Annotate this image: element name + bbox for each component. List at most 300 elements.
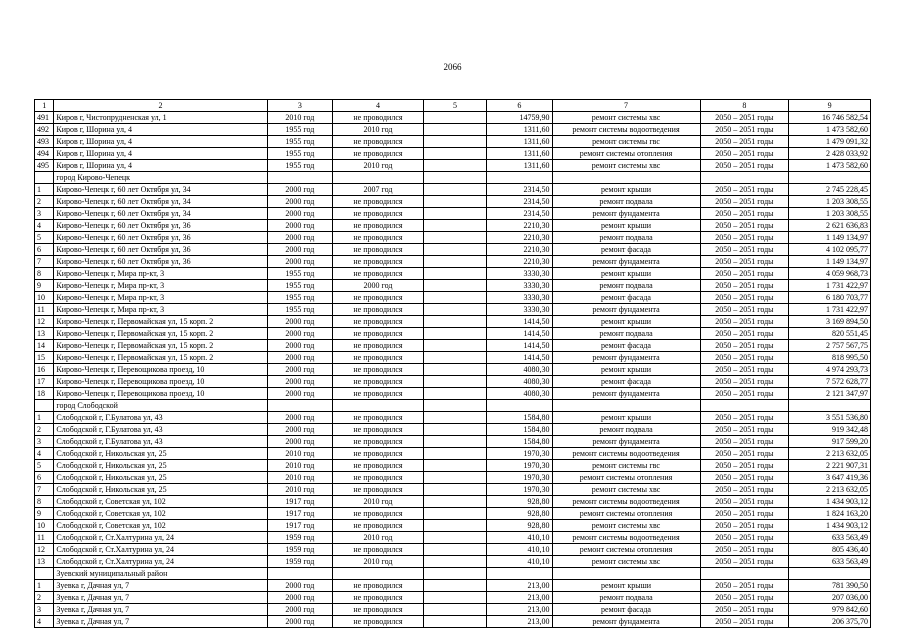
last-repair-cell: не проводился — [333, 616, 424, 628]
column-number: 3 — [267, 100, 332, 112]
empty-cell — [700, 172, 789, 184]
area-cell: 3330,30 — [487, 268, 552, 280]
work-type-cell: ремонт крыши — [552, 220, 700, 232]
area-cell: 1311,60 — [487, 136, 552, 148]
table-row — [35, 472, 871, 484]
period-cell: 2050 – 2051 годы — [700, 328, 789, 340]
work-type-cell: ремонт системы хвс — [552, 112, 700, 124]
year-built-cell: 1917 год — [267, 496, 332, 508]
row-number-cell: 8 — [35, 496, 54, 508]
last-repair-cell: не проводился — [333, 544, 424, 556]
work-type-cell: ремонт крыши — [552, 580, 700, 592]
cost-cell: 206 375,70 — [789, 616, 871, 628]
table-row — [35, 364, 871, 376]
row-number-cell: 9 — [35, 508, 54, 520]
last-repair-cell: не проводился — [333, 220, 424, 232]
column-number: 4 — [333, 100, 424, 112]
year-built-cell: 2000 год — [267, 196, 332, 208]
last-repair-cell: не проводился — [333, 460, 424, 472]
work-type-cell: ремонт системы хвс — [552, 160, 700, 172]
column-5-cell — [423, 520, 486, 532]
address-cell: Кирово-Чепецк г, 60 лет Октября ул, 36 — [54, 256, 267, 268]
table-row — [35, 412, 871, 424]
work-type-cell: ремонт системы хвс — [552, 556, 700, 568]
last-repair-cell: не проводился — [333, 328, 424, 340]
address-cell: Зуевка г, Дачная ул, 7 — [54, 604, 267, 616]
cost-cell: 1 149 134,97 — [789, 232, 871, 244]
year-built-cell: 2000 год — [267, 388, 332, 400]
year-built-cell: 1955 год — [267, 280, 332, 292]
last-repair-cell: 2007 год — [333, 184, 424, 196]
column-5-cell — [423, 112, 486, 124]
work-type-cell: ремонт системы водоотведения — [552, 532, 700, 544]
table-row — [35, 208, 871, 220]
year-built-cell: 2010 год — [267, 484, 332, 496]
area-cell: 4080,30 — [487, 388, 552, 400]
work-type-cell: ремонт подвала — [552, 196, 700, 208]
row-number-cell: 6 — [35, 472, 54, 484]
period-cell: 2050 – 2051 годы — [700, 544, 789, 556]
table-row — [35, 496, 871, 508]
row-number-cell: 11 — [35, 304, 54, 316]
area-cell: 2210,30 — [487, 244, 552, 256]
area-cell: 1584,80 — [487, 436, 552, 448]
year-built-cell: 2010 год — [267, 448, 332, 460]
cost-cell: 1 479 091,32 — [789, 136, 871, 148]
table-row — [35, 448, 871, 460]
work-type-cell: ремонт подвала — [552, 328, 700, 340]
address-cell: Кирово-Чепецк г, Первомайская ул, 15 корп. 2 — [54, 316, 267, 328]
cost-cell: 4 974 293,73 — [789, 364, 871, 376]
column-5-cell — [423, 580, 486, 592]
column-5-cell — [423, 256, 486, 268]
address-cell: Киров г, Чистопрудненская ул, 1 — [54, 112, 267, 124]
empty-cell — [333, 400, 424, 412]
empty-cell — [789, 172, 871, 184]
column-5-cell — [423, 484, 486, 496]
address-cell: Кирово-Чепецк г, Перевощикова проезд, 10 — [54, 388, 267, 400]
empty-cell — [333, 172, 424, 184]
year-built-cell: 2010 год — [267, 112, 332, 124]
area-cell: 1970,30 — [487, 472, 552, 484]
year-built-cell: 1955 год — [267, 148, 332, 160]
area-cell: 928,80 — [487, 520, 552, 532]
period-cell: 2050 – 2051 годы — [700, 616, 789, 628]
row-number-cell: 1 — [35, 412, 54, 424]
cost-cell: 207 036,00 — [789, 592, 871, 604]
address-cell: Киров г, Шорина ул, 4 — [54, 136, 267, 148]
page-number: 2066 — [443, 62, 462, 72]
cost-cell: 2 213 632,05 — [789, 448, 871, 460]
last-repair-cell: не проводился — [333, 340, 424, 352]
register-table — [34, 99, 871, 628]
period-cell: 2050 – 2051 годы — [700, 256, 789, 268]
column-5-cell — [423, 388, 486, 400]
year-built-cell: 1959 год — [267, 556, 332, 568]
last-repair-cell: не проводился — [333, 364, 424, 376]
address-cell: Кирово-Чепецк г, Первомайская ул, 15 корп. 2 — [54, 352, 267, 364]
work-type-cell: ремонт фундамента — [552, 304, 700, 316]
work-type-cell: ремонт системы отопления — [552, 508, 700, 520]
cost-cell: 1 434 903,12 — [789, 496, 871, 508]
column-5-cell — [423, 412, 486, 424]
year-built-cell: 2000 год — [267, 580, 332, 592]
period-cell: 2050 – 2051 годы — [700, 232, 789, 244]
empty-cell — [789, 568, 871, 580]
table-row — [35, 520, 871, 532]
column-number: 6 — [487, 100, 552, 112]
area-cell: 410,10 — [487, 532, 552, 544]
column-5-cell — [423, 616, 486, 628]
table-row — [35, 340, 871, 352]
area-cell: 213,00 — [487, 616, 552, 628]
period-cell: 2050 – 2051 годы — [700, 340, 789, 352]
cost-cell: 1 203 308,55 — [789, 208, 871, 220]
row-number-cell: 494 — [35, 148, 54, 160]
year-built-cell: 2000 год — [267, 208, 332, 220]
area-cell: 928,80 — [487, 508, 552, 520]
cost-cell: 2 428 033,92 — [789, 148, 871, 160]
address-cell: Кирово-Чепецк г, Первомайская ул, 15 корп. 2 — [54, 328, 267, 340]
year-built-cell: 1955 год — [267, 136, 332, 148]
period-cell: 2050 – 2051 годы — [700, 124, 789, 136]
address-cell: Киров г, Шорина ул, 4 — [54, 160, 267, 172]
work-type-cell: ремонт фундамента — [552, 256, 700, 268]
work-type-cell: ремонт крыши — [552, 364, 700, 376]
table-row — [35, 580, 871, 592]
row-number-cell: 2 — [35, 196, 54, 208]
area-cell: 1414,50 — [487, 340, 552, 352]
address-cell: Кирово-Чепецк г, Перевощикова проезд, 10 — [54, 376, 267, 388]
table-row — [35, 376, 871, 388]
empty-cell — [700, 400, 789, 412]
table-row — [35, 160, 871, 172]
last-repair-cell: 2000 год — [333, 280, 424, 292]
cost-cell: 979 842,60 — [789, 604, 871, 616]
cost-cell: 1 473 582,60 — [789, 160, 871, 172]
period-cell: 2050 – 2051 годы — [700, 364, 789, 376]
row-number-cell: 16 — [35, 364, 54, 376]
year-built-cell: 2000 год — [267, 364, 332, 376]
area-cell: 2314,50 — [487, 184, 552, 196]
column-number: 1 — [35, 100, 54, 112]
work-type-cell: ремонт системы водоотведения — [552, 496, 700, 508]
empty-cell — [267, 568, 332, 580]
address-cell: Слободской г, Советская ул, 102 — [54, 520, 267, 532]
address-cell: Киров г, Шорина ул, 4 — [54, 124, 267, 136]
column-5-cell — [423, 472, 486, 484]
table-row — [35, 592, 871, 604]
section-row — [35, 568, 871, 580]
area-cell: 1970,30 — [487, 460, 552, 472]
address-cell: Зуевка г, Дачная ул, 7 — [54, 592, 267, 604]
empty-cell — [789, 400, 871, 412]
column-5-cell — [423, 148, 486, 160]
work-type-cell: ремонт системы хвс — [552, 520, 700, 532]
row-number-cell: 5 — [35, 232, 54, 244]
period-cell: 2050 – 2051 годы — [700, 520, 789, 532]
table-row — [35, 556, 871, 568]
address-cell: Слободской г, Г.Булатова ул, 43 — [54, 424, 267, 436]
row-number-cell: 12 — [35, 316, 54, 328]
table-row — [35, 436, 871, 448]
period-cell: 2050 – 2051 годы — [700, 412, 789, 424]
cost-cell: 633 563,49 — [789, 532, 871, 544]
year-built-cell: 2000 год — [267, 592, 332, 604]
table-row — [35, 616, 871, 628]
column-5-cell — [423, 304, 486, 316]
area-cell: 1311,60 — [487, 124, 552, 136]
area-cell: 1414,50 — [487, 328, 552, 340]
area-cell: 1584,80 — [487, 424, 552, 436]
work-type-cell: ремонт системы хвс — [552, 484, 700, 496]
row-number-cell: 4 — [35, 616, 54, 628]
cost-cell: 1 824 163,20 — [789, 508, 871, 520]
year-built-cell: 2000 год — [267, 220, 332, 232]
column-5-cell — [423, 136, 486, 148]
last-repair-cell: не проводился — [333, 508, 424, 520]
last-repair-cell: не проводился — [333, 388, 424, 400]
row-number-cell: 7 — [35, 256, 54, 268]
last-repair-cell: не проводился — [333, 292, 424, 304]
last-repair-cell: не проводился — [333, 520, 424, 532]
cost-cell: 2 757 567,75 — [789, 340, 871, 352]
row-number-cell: 5 — [35, 460, 54, 472]
row-number-cell: 11 — [35, 532, 54, 544]
work-type-cell: ремонт фасада — [552, 292, 700, 304]
row-number-cell: 12 — [35, 544, 54, 556]
area-cell: 14759,90 — [487, 112, 552, 124]
cost-cell: 1 473 582,60 — [789, 124, 871, 136]
year-built-cell: 2000 год — [267, 376, 332, 388]
last-repair-cell: не проводился — [333, 268, 424, 280]
year-built-cell: 1917 год — [267, 508, 332, 520]
table-row — [35, 508, 871, 520]
work-type-cell: ремонт крыши — [552, 316, 700, 328]
area-cell: 1970,30 — [487, 448, 552, 460]
table-row — [35, 316, 871, 328]
area-cell: 3330,30 — [487, 280, 552, 292]
address-cell: Кирово-Чепецк г, 60 лет Октября ул, 36 — [54, 220, 267, 232]
last-repair-cell: не проводился — [333, 604, 424, 616]
work-type-cell: ремонт фундамента — [552, 388, 700, 400]
empty-cell — [552, 400, 700, 412]
cost-cell: 1 731 422,97 — [789, 280, 871, 292]
column-5-cell — [423, 280, 486, 292]
last-repair-cell: не проводился — [333, 592, 424, 604]
address-cell: Слободской г, Советская ул, 102 — [54, 496, 267, 508]
cost-cell: 2 213 632,05 — [789, 484, 871, 496]
cost-cell: 1 434 903,12 — [789, 520, 871, 532]
cost-cell: 1 149 134,97 — [789, 256, 871, 268]
cost-cell: 2 221 907,31 — [789, 460, 871, 472]
table-row — [35, 268, 871, 280]
table-row — [35, 232, 871, 244]
column-5-cell — [423, 292, 486, 304]
cost-cell: 818 995,50 — [789, 352, 871, 364]
period-cell: 2050 – 2051 годы — [700, 580, 789, 592]
cost-cell: 2 621 636,83 — [789, 220, 871, 232]
empty-cell — [552, 172, 700, 184]
period-cell: 2050 – 2051 годы — [700, 184, 789, 196]
year-built-cell: 2000 год — [267, 412, 332, 424]
year-built-cell: 2000 год — [267, 316, 332, 328]
table-row — [35, 280, 871, 292]
cost-cell: 2 121 347,97 — [789, 388, 871, 400]
year-built-cell: 2000 год — [267, 256, 332, 268]
table-row — [35, 124, 871, 136]
address-cell: Слободской г, Никольская ул, 25 — [54, 472, 267, 484]
area-cell: 2210,30 — [487, 232, 552, 244]
row-number-cell: 495 — [35, 160, 54, 172]
last-repair-cell: не проводился — [333, 256, 424, 268]
period-cell: 2050 – 2051 годы — [700, 436, 789, 448]
year-built-cell: 2010 год — [267, 472, 332, 484]
work-type-cell: ремонт системы отопления — [552, 472, 700, 484]
table-row — [35, 352, 871, 364]
address-cell: Кирово-Чепецк г, Первомайская ул, 15 корп. 2 — [54, 340, 267, 352]
column-5-cell — [423, 232, 486, 244]
work-type-cell: ремонт подвала — [552, 280, 700, 292]
column-5-cell — [423, 604, 486, 616]
year-built-cell: 1955 год — [267, 304, 332, 316]
period-cell: 2050 – 2051 годы — [700, 484, 789, 496]
cost-cell: 3 169 894,50 — [789, 316, 871, 328]
column-5-cell — [423, 316, 486, 328]
area-cell: 2210,30 — [487, 220, 552, 232]
work-type-cell: ремонт системы водоотведения — [552, 124, 700, 136]
table-row — [35, 460, 871, 472]
last-repair-cell: не проводился — [333, 424, 424, 436]
work-type-cell: ремонт фасада — [552, 244, 700, 256]
cost-cell: 4 102 095,77 — [789, 244, 871, 256]
period-cell: 2050 – 2051 годы — [700, 352, 789, 364]
work-type-cell: ремонт подвала — [552, 232, 700, 244]
area-cell: 1970,30 — [487, 484, 552, 496]
area-cell: 3330,30 — [487, 292, 552, 304]
last-repair-cell: не проводился — [333, 472, 424, 484]
period-cell: 2050 – 2051 годы — [700, 208, 789, 220]
period-cell: 2050 – 2051 годы — [700, 472, 789, 484]
address-cell: Слободской г, Г.Булатова ул, 43 — [54, 436, 267, 448]
row-number-cell: 493 — [35, 136, 54, 148]
row-number-cell: 2 — [35, 424, 54, 436]
last-repair-cell: не проводился — [333, 148, 424, 160]
area-cell: 410,10 — [487, 556, 552, 568]
table-row — [35, 184, 871, 196]
year-built-cell: 1955 год — [267, 292, 332, 304]
column-5-cell — [423, 592, 486, 604]
year-built-cell: 2000 год — [267, 604, 332, 616]
work-type-cell: ремонт подвала — [552, 592, 700, 604]
address-cell: Слободской г, Ст.Халтурина ул, 24 — [54, 556, 267, 568]
row-number-cell: 1 — [35, 184, 54, 196]
year-built-cell: 2000 год — [267, 232, 332, 244]
row-number-cell: 18 — [35, 388, 54, 400]
address-cell: Слободской г, Советская ул, 102 — [54, 508, 267, 520]
table-row — [35, 484, 871, 496]
area-cell: 1311,60 — [487, 148, 552, 160]
work-type-cell: ремонт системы отопления — [552, 148, 700, 160]
work-type-cell: ремонт крыши — [552, 412, 700, 424]
year-built-cell: 1955 год — [267, 124, 332, 136]
table-row — [35, 292, 871, 304]
address-cell: Слободской г, Ст.Халтурина ул, 24 — [54, 544, 267, 556]
empty-cell — [552, 568, 700, 580]
section-title: город Кирово-Чепецк — [54, 172, 267, 184]
column-5-cell — [423, 544, 486, 556]
empty-cell — [423, 172, 486, 184]
address-cell: Кирово-Чепецк г, 60 лет Октября ул, 34 — [54, 208, 267, 220]
year-built-cell: 1917 год — [267, 520, 332, 532]
row-number-cell: 6 — [35, 244, 54, 256]
table-row — [35, 196, 871, 208]
row-number-cell: 8 — [35, 268, 54, 280]
cost-cell: 633 563,49 — [789, 556, 871, 568]
row-number-cell: 3 — [35, 604, 54, 616]
period-cell: 2050 – 2051 годы — [700, 280, 789, 292]
last-repair-cell: не проводился — [333, 208, 424, 220]
section-row — [35, 400, 871, 412]
row-number-cell: 13 — [35, 328, 54, 340]
last-repair-cell: не проводился — [333, 112, 424, 124]
area-cell: 2314,50 — [487, 196, 552, 208]
last-repair-cell: не проводился — [333, 232, 424, 244]
work-type-cell: ремонт фундамента — [552, 616, 700, 628]
year-built-cell: 2000 год — [267, 184, 332, 196]
row-number-cell: 4 — [35, 220, 54, 232]
area-cell: 2210,30 — [487, 256, 552, 268]
area-cell: 213,00 — [487, 604, 552, 616]
area-cell: 928,80 — [487, 496, 552, 508]
area-cell: 213,00 — [487, 580, 552, 592]
column-5-cell — [423, 448, 486, 460]
cost-cell: 917 599,20 — [789, 436, 871, 448]
column-number: 9 — [789, 100, 871, 112]
register-table-body — [35, 100, 871, 628]
year-built-cell: 1955 год — [267, 160, 332, 172]
period-cell: 2050 – 2051 годы — [700, 196, 789, 208]
last-repair-cell: не проводился — [333, 412, 424, 424]
section-row — [35, 172, 871, 184]
period-cell: 2050 – 2051 годы — [700, 148, 789, 160]
work-type-cell: ремонт фасада — [552, 604, 700, 616]
row-number-cell — [35, 568, 54, 580]
column-5-cell — [423, 376, 486, 388]
column-5-cell — [423, 424, 486, 436]
table-row — [35, 388, 871, 400]
area-cell: 2314,50 — [487, 208, 552, 220]
last-repair-cell: не проводился — [333, 580, 424, 592]
period-cell: 2050 – 2051 годы — [700, 244, 789, 256]
address-cell: Кирово-Чепецк г, 60 лет Октября ул, 36 — [54, 232, 267, 244]
work-type-cell: ремонт фундамента — [552, 352, 700, 364]
year-built-cell: 2000 год — [267, 352, 332, 364]
row-number-cell: 14 — [35, 340, 54, 352]
row-number-cell — [35, 400, 54, 412]
row-number-cell: 4 — [35, 448, 54, 460]
address-cell: Кирово-Чепецк г, 60 лет Октября ул, 36 — [54, 244, 267, 256]
column-5-cell — [423, 508, 486, 520]
last-repair-cell: не проводился — [333, 376, 424, 388]
period-cell: 2050 – 2051 годы — [700, 304, 789, 316]
work-type-cell: ремонт крыши — [552, 268, 700, 280]
period-cell: 2050 – 2051 годы — [700, 376, 789, 388]
last-repair-cell: не проводился — [333, 352, 424, 364]
year-built-cell: 2000 год — [267, 424, 332, 436]
table-row — [35, 148, 871, 160]
work-type-cell: ремонт подвала — [552, 424, 700, 436]
